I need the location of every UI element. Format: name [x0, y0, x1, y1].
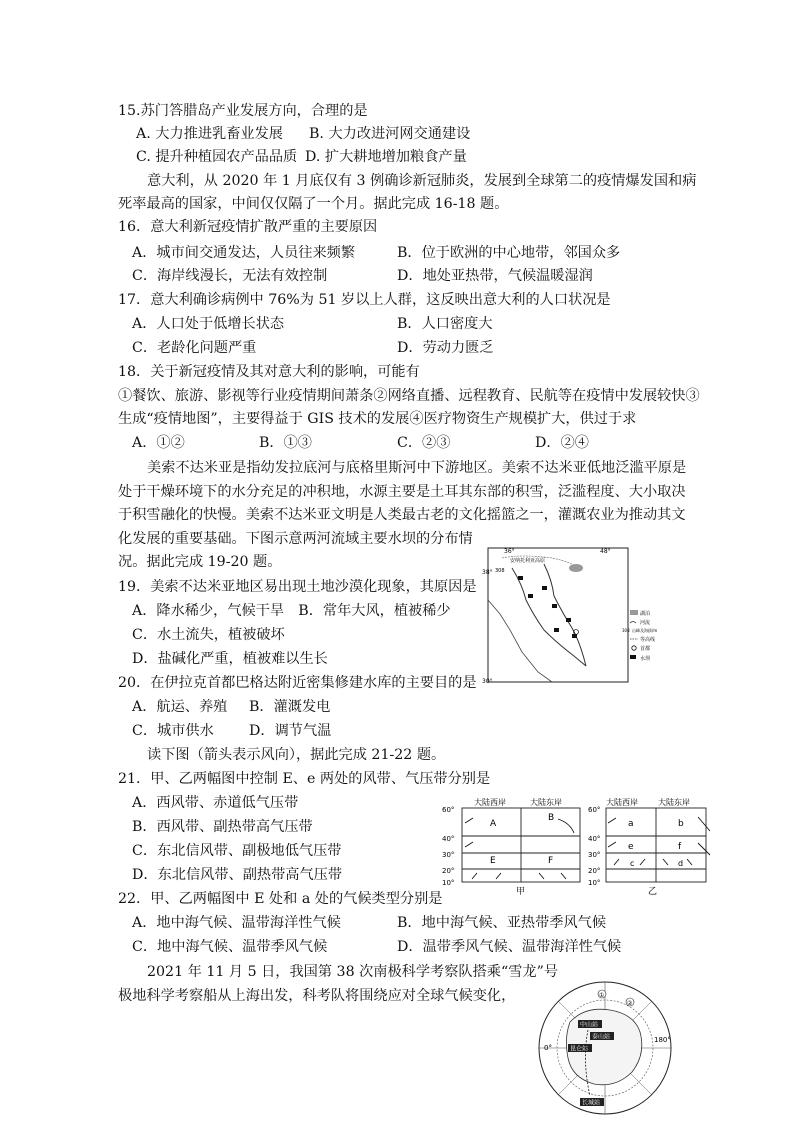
- yi-wind-arrow: [687, 859, 692, 865]
- dam-marker: [566, 618, 571, 622]
- map-plateau-label: 安纳托利亚高原: [510, 558, 546, 564]
- q20-option-d[interactable]: D．调节气温: [249, 723, 332, 739]
- wind-chart-yi: [586, 795, 716, 897]
- q22-stem: 22．甲、乙两幅图中 E 处和 a 处的气候类型分别是: [118, 891, 443, 907]
- legend-peak: 山峰及海拔/m: [632, 628, 658, 633]
- wind-chart-jia: [440, 795, 590, 897]
- yi-lat-40: 40°: [588, 835, 601, 843]
- marker-number-2: ②: [627, 1000, 633, 1007]
- station-label-kunlun: 昆仑站: [570, 1045, 589, 1053]
- wind-intro: 读下图（箭头表示风向），据此完成 21-22 题。: [147, 747, 446, 763]
- q18-statement-line1: ①餐饮、旅游、影视等行业疫情期间萧条②网络直播、远程教育、民航等在疫情中发展较快③: [118, 388, 700, 404]
- jia-wind-arrow: [465, 842, 473, 847]
- q20-stem: 20．在伊拉克首都巴格达附近密集修建水库的主要目的是: [118, 675, 477, 691]
- italy-intro-line2: 死率最高的国家，中间仅仅隔了一个月。据此完成 16-18 题。: [118, 196, 509, 212]
- q18-option-c[interactable]: C．②③: [397, 435, 451, 451]
- q17-option-a[interactable]: A．人口处于低增长状态: [132, 316, 285, 332]
- yi-lat-30: 30°: [588, 851, 601, 859]
- marker-number-1: ①: [599, 992, 605, 999]
- q16-option-c[interactable]: C．海岸线漫长，无法有效控制: [132, 268, 328, 284]
- legend-lake-swatch: [630, 610, 638, 615]
- jia-wind-arrow: [539, 873, 544, 879]
- dam-marker: [518, 576, 523, 580]
- yi-caption: 乙: [648, 887, 658, 897]
- legend-river: 河流: [640, 620, 651, 626]
- jia-caption: 甲: [516, 887, 526, 897]
- map-lat-label-30: 30°: [482, 678, 493, 685]
- q15-stem: 15.苏门答腊岛产业发展方向，合理的是: [118, 103, 368, 119]
- legend-dam-swatch: [630, 655, 636, 659]
- station-label-taishan: 泰山站: [592, 1033, 611, 1041]
- jia-lat-30: 30°: [442, 851, 455, 859]
- q15-option-d[interactable]: D. 扩大耕地增加粮食产量: [305, 149, 467, 165]
- q16-stem: 16．意大利新冠疫情扩散严重的主要原因: [118, 219, 378, 235]
- jia-cell-f: F: [548, 856, 554, 866]
- yi-wind-arrow: [698, 817, 710, 831]
- meso-intro-line1: 美索不达米亚是指幼发拉底河与底格里斯河中下游地区。美索不达米亚低地泛滥平原是: [147, 460, 687, 476]
- yi-wind-arrows: [608, 817, 710, 865]
- q18-option-b[interactable]: B．①③: [259, 435, 312, 451]
- italy-intro-line1: 意大利，从 2020 年 1 月底仅有 3 例确诊新冠肺炎，发展到全球第二的疫情爆发国和病: [147, 173, 697, 189]
- q20-option-c[interactable]: C．城市供水: [132, 723, 214, 739]
- yi-lat-60: 60°: [588, 806, 601, 814]
- map-lon-label-48: 48°: [600, 548, 611, 555]
- jia-wind-arrows: [465, 818, 574, 879]
- jia-lat-40: 40°: [442, 835, 455, 843]
- q16-option-b[interactable]: B．位于欧洲的中心地带，邻国众多: [397, 245, 621, 261]
- legend-river-swatch: [630, 622, 636, 624]
- jia-wind-arrow: [558, 819, 574, 833]
- q17-option-c[interactable]: C．老龄化问题严重: [132, 340, 257, 356]
- yi-cell-b: b: [678, 819, 684, 829]
- legend-contour: 等高线: [640, 637, 656, 643]
- q19-options-ab[interactable]: A．降水稀少，气候干旱 B．常年大风，植被稀少: [132, 603, 451, 619]
- yi-wind-arrow: [640, 859, 645, 865]
- q20-option-a[interactable]: A．航运、养殖: [132, 699, 228, 715]
- jia-lat-10: 10°: [442, 879, 455, 887]
- map-elevation-label: 308: [495, 568, 505, 574]
- q18-statement-line2: 生成“疫情地图”，主要得益于 GIS 技术的发展④医疗物资生产规模扩大，供过于求: [118, 411, 637, 427]
- q16-option-a[interactable]: A．城市间交通发达，人员往来频繁: [132, 245, 356, 261]
- yi-wind-arrow: [663, 859, 668, 865]
- jia-cell-b: B: [548, 813, 555, 823]
- meso-intro-line4: 化发展的重要基础。下图示意两河流域主要水坝的分布情: [118, 531, 473, 547]
- q22-option-c[interactable]: C．地中海气候、温带季风气候: [132, 939, 328, 955]
- yi-lat-20: 20°: [588, 867, 601, 875]
- map-lon-label-36: 36°: [504, 548, 515, 555]
- yi-cell-f: f: [678, 842, 682, 852]
- antarctic-intro-line2: 极地科学考察船从上海出发，科考队将围绕应对全球气候变化，: [118, 988, 516, 1004]
- q22-option-b[interactable]: B．地中海气候、亚热带季风气候: [397, 915, 607, 931]
- map-lat-label-38: 38°: [482, 569, 493, 576]
- legend-lake: 湖泊: [640, 611, 651, 617]
- dam-marker: [542, 586, 547, 590]
- q19-option-d[interactable]: D．盐碱化严重，植被难以生长: [132, 651, 328, 667]
- yi-cell-e: e: [628, 842, 634, 852]
- jia-lat-60: 60°: [442, 806, 455, 814]
- dam-marker: [528, 594, 533, 598]
- jia-cell-e: E: [490, 856, 496, 866]
- q22-option-a[interactable]: A．地中海气候、温带海洋性气候: [132, 915, 341, 931]
- q17-option-b[interactable]: B．人口密度大: [397, 316, 493, 332]
- dam-marker: [552, 604, 557, 608]
- yi-lat-10: 10°: [588, 879, 601, 887]
- q15-option-c[interactable]: C. 提升种植园农产品品质: [136, 149, 298, 165]
- yi-header-west: 大陆西岸: [606, 798, 638, 807]
- legend-capital-swatch: [632, 646, 636, 650]
- dam-marker: [554, 628, 559, 632]
- q15-option-b[interactable]: B. 大力改进河网交通建设: [309, 126, 471, 142]
- yi-wind-arrow: [608, 818, 616, 823]
- polar-lon-label-0: 0°: [544, 1044, 552, 1052]
- legend-capital: 首都: [640, 646, 651, 652]
- jia-wind-arrow: [465, 818, 473, 823]
- q16-option-d[interactable]: D．地处亚热带，气候温暖湿润: [397, 268, 593, 284]
- two-rivers-dam-map: [482, 544, 658, 686]
- yi-wind-arrow: [608, 842, 616, 847]
- legend-dam: 水坝: [640, 656, 651, 662]
- q17-option-d[interactable]: D．劳动力匮乏: [397, 340, 494, 356]
- q21-option-b[interactable]: B．西风带、副热带高气压带: [132, 819, 313, 835]
- jia-wind-arrow: [496, 873, 501, 879]
- q17-stem: 17．意大利确诊病例中 76%为 51 岁以上人群，这反映出意大利的人口状况是: [118, 292, 611, 308]
- station-label-changcheng: 长城站: [582, 1099, 601, 1107]
- polar-lon-label-180: 180°: [654, 1036, 671, 1044]
- jia-wind-arrow: [561, 873, 566, 879]
- meso-intro-line2: 处于干燥环境下的水分充足的冲积地，水源主要是土耳其东部的积雪，泛滥程度、大小取决: [118, 484, 686, 500]
- jia-lat-20: 20°: [442, 867, 455, 875]
- station-label-zhongshan: 中山站: [580, 1021, 599, 1029]
- jia-header-west: 大陆西岸: [474, 798, 506, 807]
- q19-stem: 19．美索不达米亚地区易出现土地沙漠化现象，其原因是: [118, 579, 477, 595]
- q20-option-b[interactable]: B．灌溉发电: [249, 699, 331, 715]
- meso-intro-line3: 于积雪融化的快慢。美索不达米亚文明是人类最古老的文化摇篮之一，灌溉农业为推动其文: [118, 507, 686, 523]
- yi-cell-d: d: [678, 859, 684, 868]
- antarctic-intro-line1: 2021 年 11 月 5 日，我国第 38 次南极科学考察队搭乘“雪龙”号: [147, 964, 559, 980]
- q18-option-a[interactable]: A．①②: [132, 435, 185, 451]
- jia-header-east: 大陆东岸: [530, 798, 562, 807]
- q18-option-d[interactable]: D．②④: [535, 435, 589, 451]
- q21-option-c[interactable]: C．东北信风带、副极地低气压带: [132, 843, 342, 859]
- meso-intro-line5: 况。据此完成 19-20 题。: [118, 554, 282, 570]
- legend-elev-number: 308: [622, 628, 630, 633]
- q21-option-d[interactable]: D．东北信风带、副热带高气压带: [132, 867, 343, 883]
- antarctic-polar-map: [530, 970, 680, 1120]
- q18-stem: 18．关于新冠疫情及其对意大利的影响，可能有: [118, 364, 420, 380]
- q19-option-c[interactable]: C．水土流失，植被破坏: [132, 627, 285, 643]
- yi-header-east: 大陆东岸: [658, 798, 690, 807]
- yi-cell-c: c: [630, 859, 635, 868]
- jia-wind-arrow: [472, 873, 477, 879]
- q21-stem: 21．甲、乙两幅图中控制 E、e 两处的风带、气压带分别是: [118, 771, 491, 787]
- q15-option-a[interactable]: A. 大力推进乳畜业发展: [136, 126, 283, 142]
- yi-cell-a: a: [628, 819, 634, 829]
- jia-cell-a: A: [490, 819, 497, 829]
- map-lake: [569, 564, 583, 572]
- yi-wind-arrow: [614, 859, 619, 865]
- q22-option-d[interactable]: D．温带季风气候、温带海洋性气候: [397, 939, 622, 955]
- q21-option-a[interactable]: A．西风带、赤道低气压带: [132, 795, 299, 811]
